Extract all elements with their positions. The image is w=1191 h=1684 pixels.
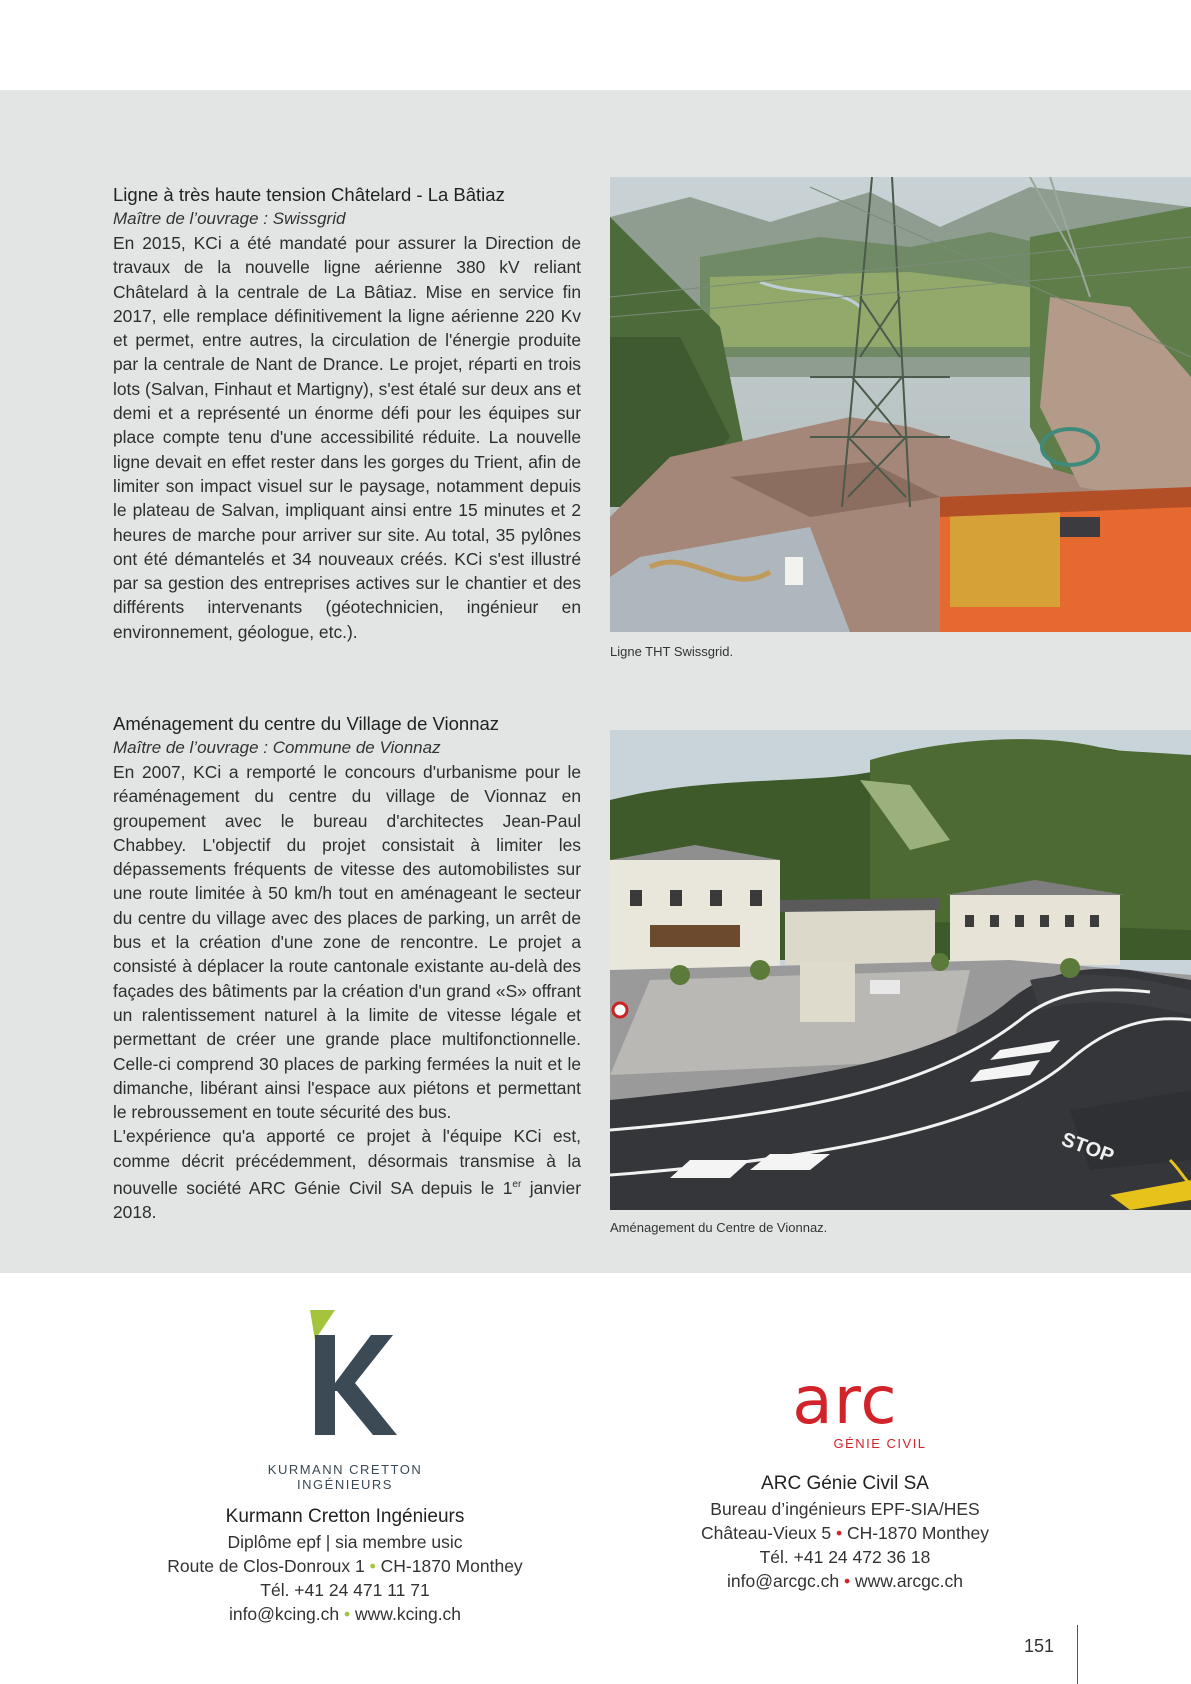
kci-logo <box>275 1305 415 1455</box>
arc-email-link[interactable]: info@arcgc.ch <box>727 1571 840 1591</box>
article-body-conclusion: L'expérience qu'a apporté ce projet à l'équipe KCi est, comme décrit précédemment, désormais transmise à la nouvelle société ARC Génie Civil SA depuis le 1er janvier 2018. <box>113 1126 582 1223</box>
photo-caption: Ligne THT Swissgrid. <box>610 644 734 659</box>
kci-diploma-line: Diplôme epf | sia membre usic <box>227 1532 463 1552</box>
photo-caption: Aménagement du Centre de Vionnaz. <box>610 1220 828 1235</box>
arc-logo-subtitle: GÉNIE CIVIL <box>833 1436 927 1451</box>
photo-pylon-construction <box>610 177 1191 632</box>
kci-address: Route de Clos-Donroux 1 • CH-1870 Monthey <box>167 1556 523 1576</box>
article-body: En 2007, KCi a remporté le concours d'urbanisme pour le réaménagement du centre du village de Vionnaz en groupement avec le bureau d'architectes Jean-Paul Chabbey. L'objectif du projet consistait à limiter les dépassements fréquents de vitesse des automobilistes sur une route limitée à 50 km/h tout en aménageant le secteur du centre du village avec des places de parking, un arrêt de bus et la création d'une zone de rencontre. Le projet a consisté à déplacer la route cantonale existante au-delà des façades des bâtiments par la création d'un grand «S» offrant un ralentissement naturel à la limite de vitesse légale et permettant de créer une grande place multifonctionnelle. Celle-ci comprend 30 places de parking fermées la nuit et le dimanche, libérant ainsi l'espace aux piétons et permettant le rebroussement en toute sécurité des bus. <box>113 762 581 1123</box>
arc-company-block <box>650 1362 1040 1593</box>
arc-office-line: Bureau d’ingénieurs EPF-SIA/HES <box>710 1499 980 1519</box>
kci-phone: Tél. +41 24 471 11 71 <box>260 1580 430 1600</box>
kci-contact: info@kcing.ch • www.kcing.ch <box>228 1604 462 1624</box>
page-number: 151 <box>1024 1636 1055 1656</box>
arc-contact: info@arcgc.ch • www.arcgc.ch <box>727 1571 963 1591</box>
article-body: En 2015, KCi a été mandaté pour assurer la Direction de travaux de la nouvelle ligne aérienne 380 kV reliant Châtelard à la centrale de La Bâtiaz. Mise en service fin 2017, elle remplace définitivement la ligne aérienne 220 Kv et permet, entre autres, la circulation de l'énergie produite par la centrale de Nant de Drance. Le projet, réparti en trois lots (Salvan, Finhaut et Martigny), s'est étalé sur deux ans et demi et a représenté un énorme défi pour les équipes sur place compte tenu d'une accessibilité réduite. La nouvelle ligne devait en effet rester dans les gorges du Trient, afin de limiter son impact visuel sur le paysage, notamment depuis le plateau de Salvan, impliquant ainsi entre 15 minutes et 2 heures de marche pour arriver sur site. Au total, 35 pylônes ont été démantelés et 34 nouveaux créés. KCi s'est illustré par sa gestion des entreprises actives sur le chantier et des différents intervenants (géotechnicien, ingénieur en environnement, géologue, etc.). <box>113 233 581 642</box>
arc-company-name: ARC Génie Civil SA <box>761 1473 929 1494</box>
arc-logo: arc <box>792 1362 898 1439</box>
arc-website-link[interactable]: www.arcgc.ch <box>855 1571 963 1591</box>
page-number-divider <box>1077 1625 1078 1684</box>
arc-address: Château-Vieux 5 • CH-1870 Monthey <box>701 1523 989 1543</box>
article-title: Ligne à très haute tension Châtelard - La Bâtiaz <box>113 184 505 205</box>
kci-logo-text-line2: INGÉNIEURS <box>297 1477 393 1492</box>
road-stop-marking: STOP <box>1058 1128 1117 1168</box>
photo-vionnaz-square <box>610 730 1191 1210</box>
arc-phone: Tél. +41 24 472 36 18 <box>759 1547 931 1567</box>
article-owner: Maître de l’ouvrage : Swissgrid <box>113 209 346 228</box>
kci-website-link[interactable]: www.kcing.ch <box>355 1604 462 1624</box>
article-owner: Maître de l’ouvrage : Commune de Vionnaz <box>113 738 441 757</box>
article-vionnaz <box>113 712 581 1224</box>
kci-logo-text-line1: KURMANN CRETTON <box>267 1462 423 1477</box>
kci-email-link[interactable]: info@kcing.ch <box>228 1604 340 1624</box>
kci-company-name: Kurmann Cretton Ingénieurs <box>225 1506 465 1527</box>
article-chatelard <box>113 183 581 644</box>
kci-company-block <box>150 1305 540 1626</box>
article-title: Aménagement du centre du Village de Vionnaz <box>113 713 500 734</box>
